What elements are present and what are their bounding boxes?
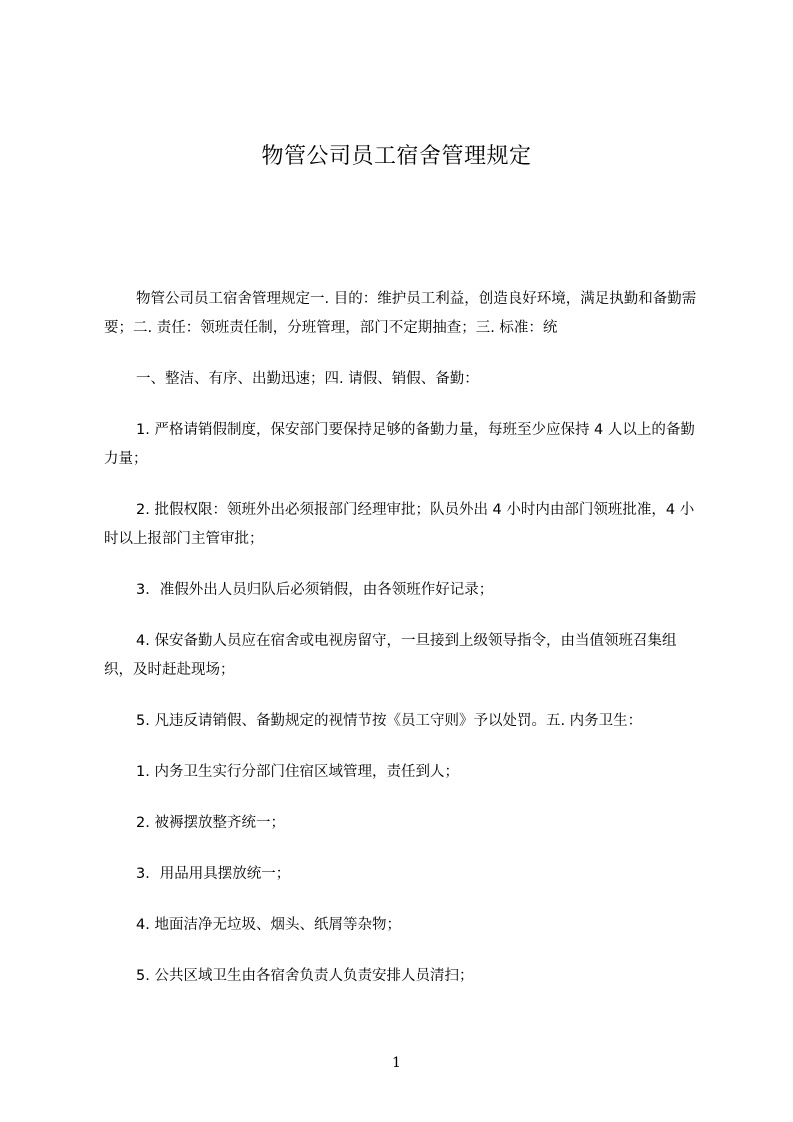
paragraph-leave-2: 2. 批假权限：领班外出必须报部门经理审批；队员外出 4 小时内由部门领班批准，4 小时以上报部门主管审批； (104, 502, 695, 547)
paragraph-hygiene-4: 4. 地面洁净无垃圾、烟头、纸屑等杂物； (136, 917, 401, 933)
paragraph-leave-4: 4. 保安备勤人员应在宿舍或电视房留守，一旦接到上级领导指令，由当值领班召集组织，及时赶赴现场； (104, 633, 677, 678)
paragraph-leave-1: 1. 严格请销假制度，保安部门要保持足够的备勤力量，每班至少应保持 4 人以上的备勤力量； (104, 422, 695, 467)
paragraph-intro: 物管公司员工宿舍管理规定一. 目的：维护员工利益，创造良好环境，满足执勤和备勤需要；二. 责任：领班责任制，分班管理，部门不定期抽查；三. 标准：统 (104, 291, 697, 336)
paragraph-hygiene-2: 2. 被褥摆放整齐统一； (136, 815, 285, 831)
paragraph-hygiene-3: 3．用品用具摆放统一； (136, 866, 291, 882)
document-title: 物管公司员工宿舍管理规定 (261, 144, 532, 169)
paragraph-hygiene-5: 5. 公共区域卫生由各宿舍负责人负责安排人员清扫； (136, 968, 474, 984)
paragraph-leave-5: 5. 凡违反请销假、备勤规定的视情节按《员工守则》予以处罚。五. 内务卫生： (136, 713, 643, 729)
page-number: 1 (392, 1055, 401, 1071)
paragraph-hygiene-1: 1. 内务卫生实行分部门住宿区域管理，责任到人； (136, 764, 459, 780)
paragraph-standard: 一、整洁、有序、出勤迅速；四. 请假、销假、备勤： (136, 371, 479, 387)
paragraph-leave-3: 3．准假外出人员归队后必须销假，由各领班作好记录； (136, 582, 494, 598)
document-body (104, 285, 704, 1013)
